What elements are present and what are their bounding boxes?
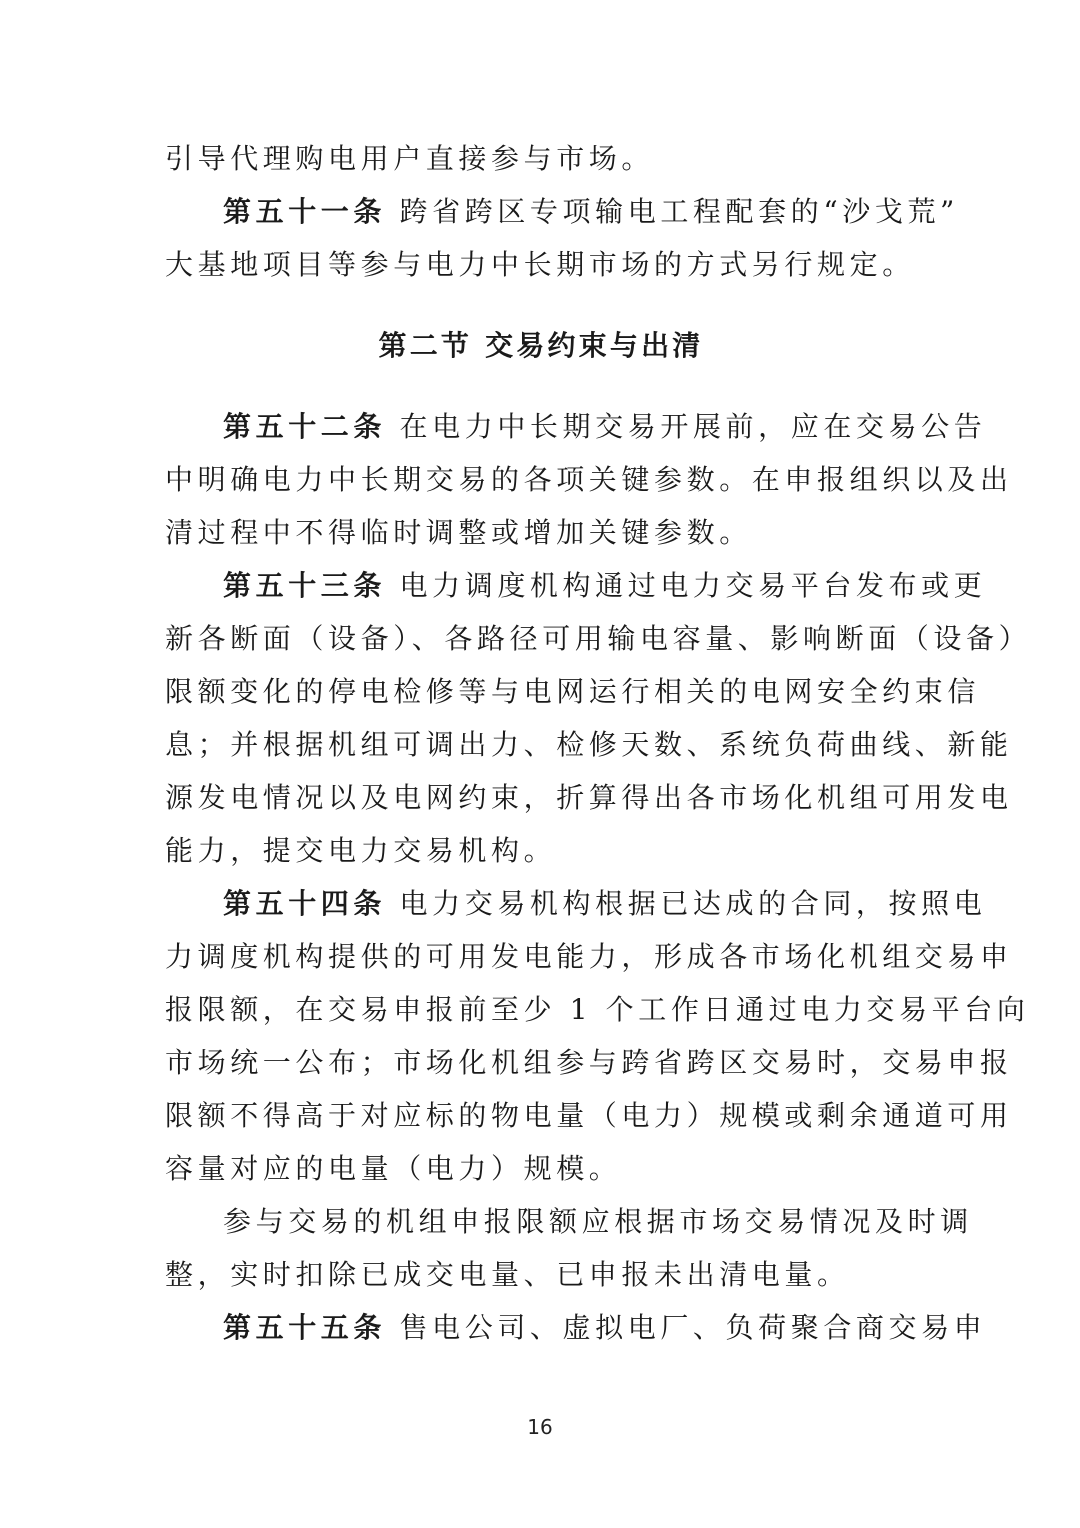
document-body [165,132,1032,1354]
text-line: 容量对应的电量（电力）规模。 [165,1152,622,1185]
text-line: 报限额，在交易申报前至少 1 个工作日通过电力交易平台向 [165,993,1030,1026]
article-53 [165,559,987,612]
text-line: 中明确电力中长期交易的各项关键参数。在申报组织以及出 [165,463,1013,496]
text-line: 源发电情况以及电网约束，折算得出各市场化机组可用发电 [165,781,1013,814]
article-text: 电力交易机构根据已达成的合同，按照电 [399,887,987,920]
text-line: 限额变化的停电检修等与电网运行相关的电网安全约束信 [165,675,981,708]
section-heading: 第二节 交易约束与出清 [378,329,704,362]
article-title: 第五十四条 [223,887,387,920]
text-line: 整，实时扣除已成交电量、已申报未出清电量。 [165,1258,850,1291]
article-52 [165,400,987,453]
text-line: 息；并根据机组可调出力、检修天数、系统负荷曲线、新能 [165,728,1013,761]
article-title: 第五十三条 [223,569,387,602]
text-line: 力调度机构提供的可用发电能力，形成各市场化机组交易申 [165,940,1013,973]
article-55 [165,1301,987,1354]
article-54 [165,877,987,930]
text-line: 引导代理购电用户直接参与市场。 [165,142,655,175]
text-line: 新各断面（设备）、各路径可用输电容量、影响断面（设备） [165,622,1032,655]
article-text: 跨省跨区专项输电工程配套的“沙戈荒” [399,195,959,228]
article-text: 在电力中长期交易开展前，应在交易公告 [399,410,987,443]
article-title: 第五十五条 [223,1311,387,1344]
text-line: 参与交易的机组申报限额应根据市场交易情况及时调 [223,1205,973,1238]
text-line: 限额不得高于对应标的物电量（电力）规模或剩余通道可用 [165,1099,1013,1132]
text-line: 大基地项目等参与电力中长期市场的方式另行规定。 [165,248,915,281]
article-text: 售电公司、虚拟电厂、负荷聚合商交易申 [399,1311,987,1344]
article-51 [165,185,959,238]
text-line: 市场统一公布；市场化机组参与跨省跨区交易时，交易申报 [165,1046,1013,1079]
page-number: 16 [527,1415,553,1439]
article-text: 电力调度机构通过电力交易平台发布或更 [399,569,987,602]
text-line: 能力，提交电力交易机构。 [165,834,557,867]
article-title: 第五十一条 [223,195,387,228]
text-line: 清过程中不得临时调整或增加关键参数。 [165,516,752,549]
article-title: 第五十二条 [223,410,387,443]
